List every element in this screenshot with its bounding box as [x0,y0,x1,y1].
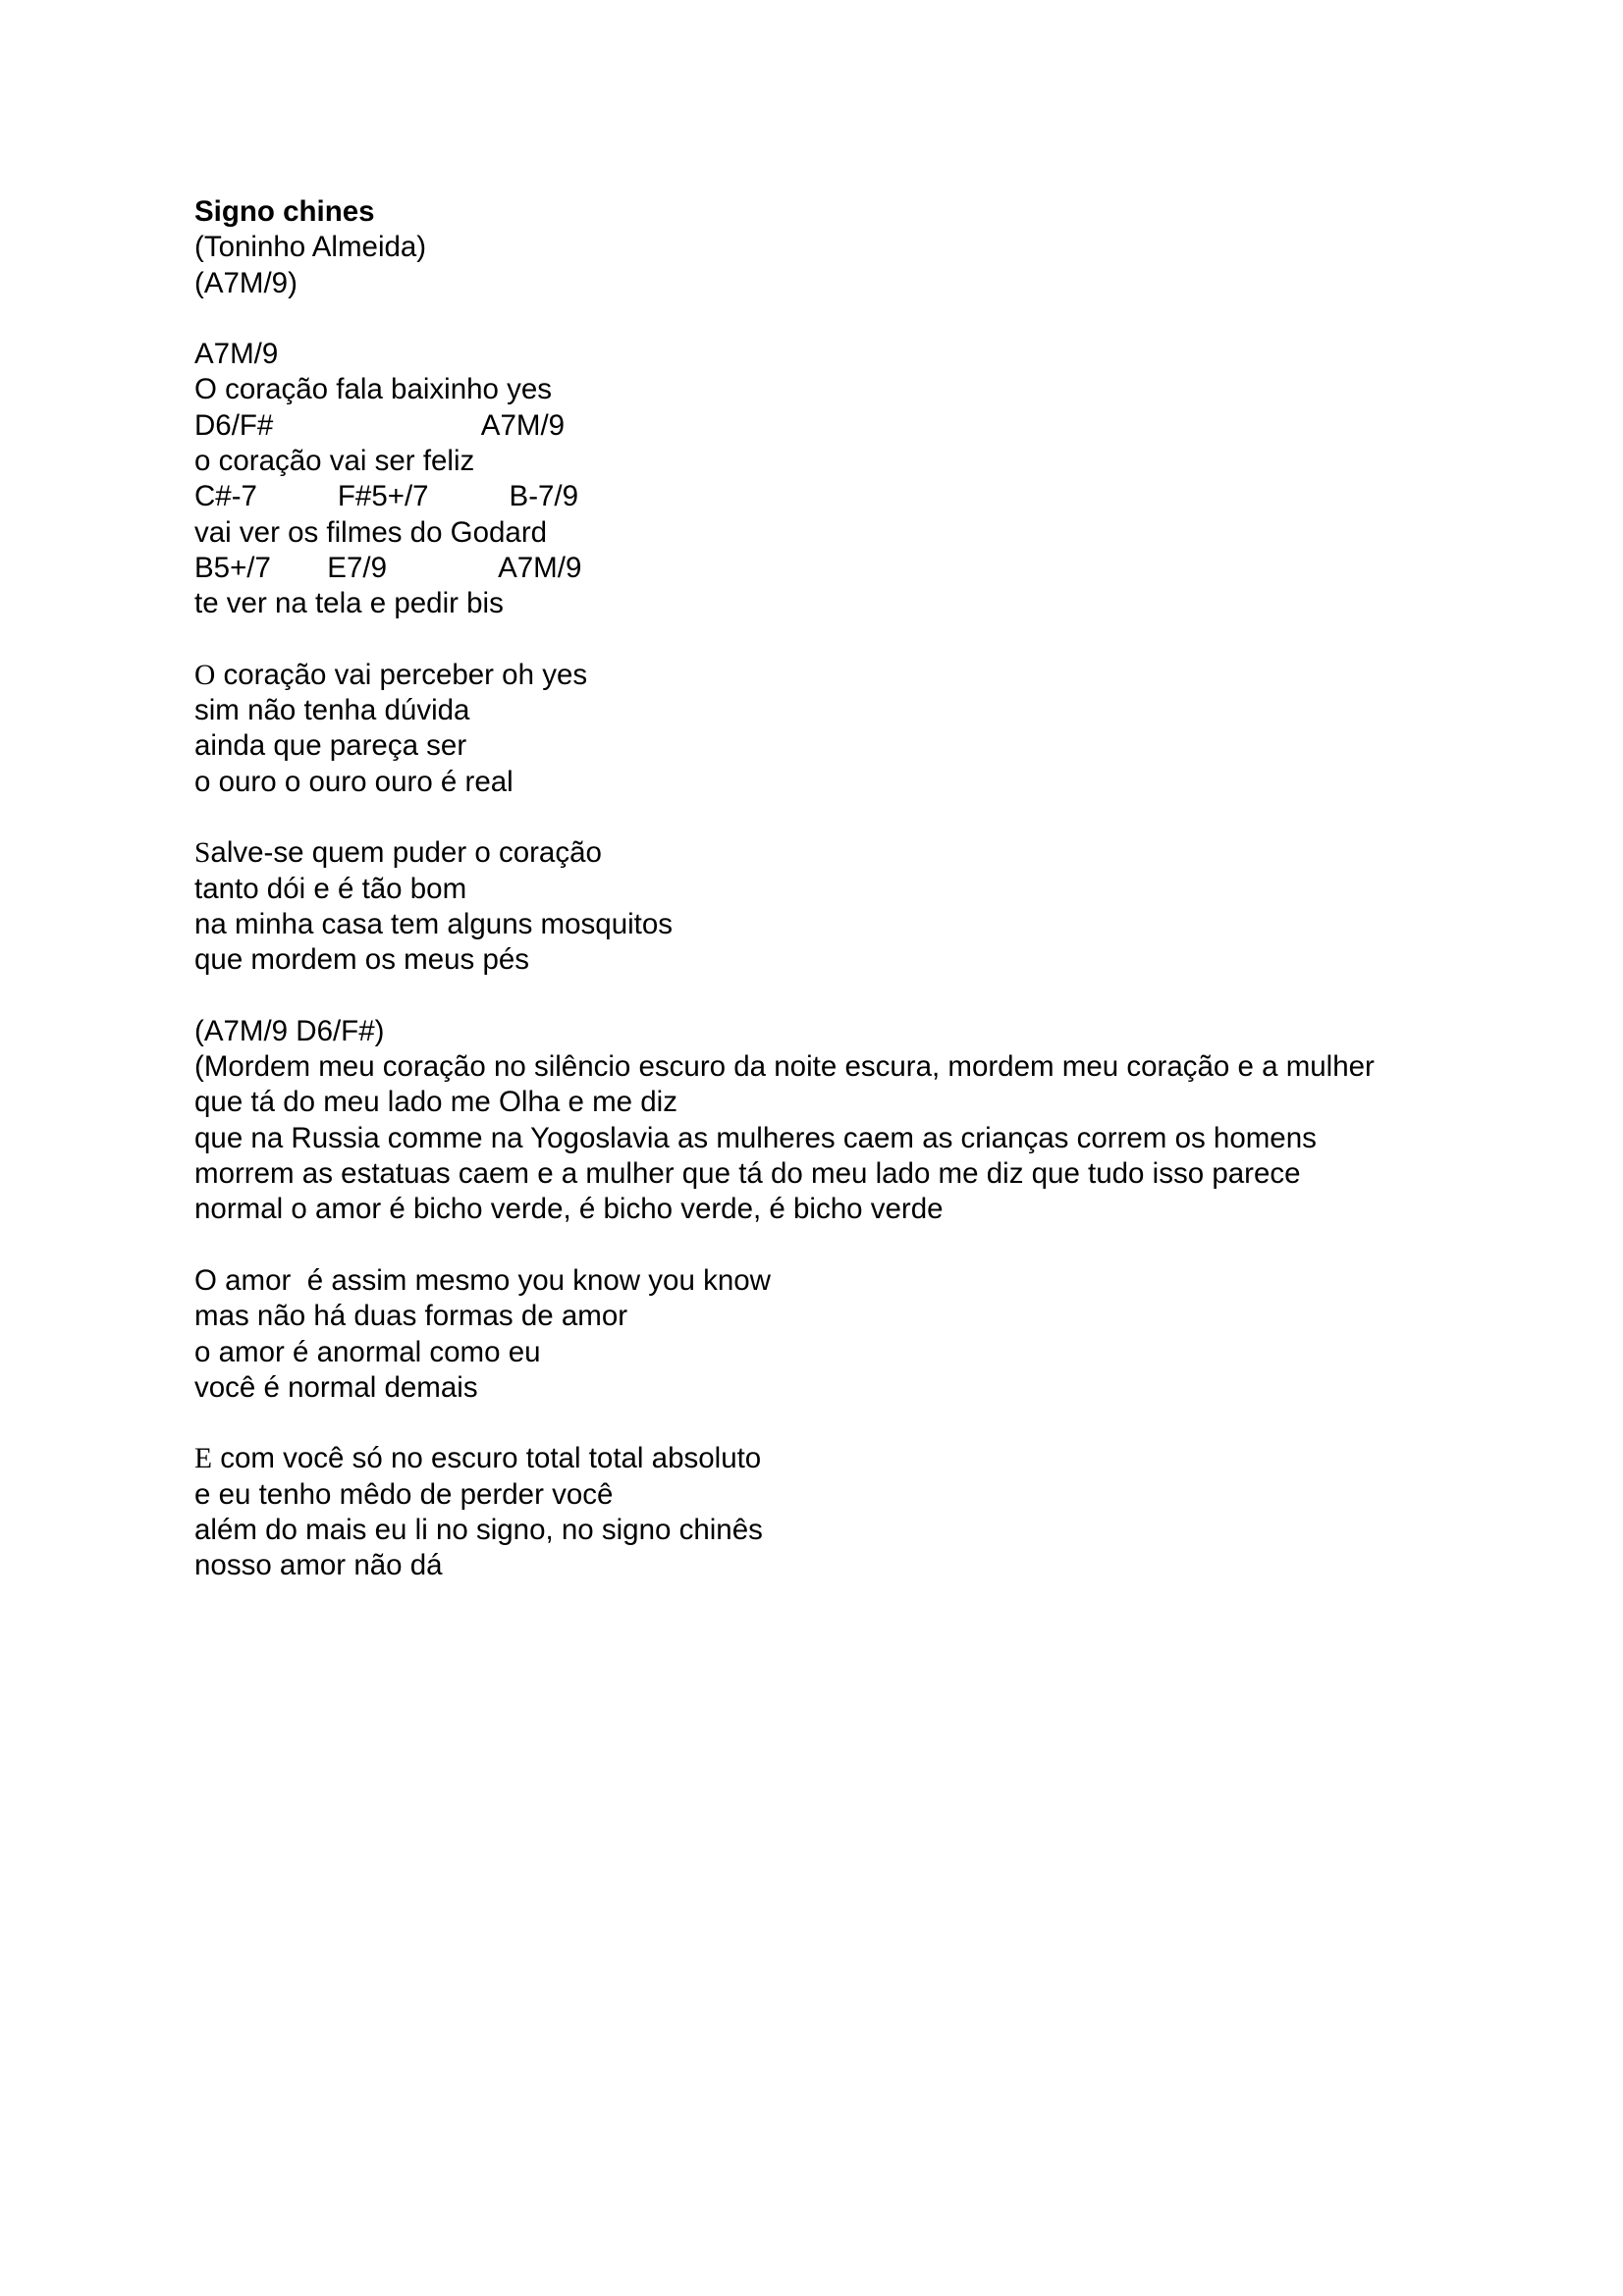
lyric-line [194,658,1530,693]
drop-initial: E [194,1443,213,1475]
lyric-line: nosso amor não dá [194,1549,443,1582]
lyric-text: com você só no escuro total total absoluto [212,1442,762,1475]
lyric-line: o coração vai ser feliz [194,445,475,478]
verse-1 [194,337,1530,621]
lyric-line: na minha casa tem alguns mosquitos [194,907,674,940]
song-composer: (Toninho Almeida) [194,231,427,264]
stanza-spacer [194,1228,1530,1263]
lyric-line: morrem as estatuas caem e a mulher que tá do meu lado me diz que tudo isso parece [194,1157,1301,1191]
stanza-spacer [194,301,1530,337]
lyric-line: O amor é assim mesmo you know you know [194,1263,771,1297]
lyric-line: (Mordem meu coração no silêncio escuro da noite escura, mordem meu coração e a mulher [194,1050,1375,1084]
stanza-spacer [194,979,1530,1014]
lyric-text: coração vai perceber oh yes [215,658,588,691]
lyric-line: e eu tenho mêdo de perder você [194,1477,614,1511]
stanza-spacer [194,622,1530,658]
lyric-line: que mordem os meus pés [194,943,530,977]
lyric-line: além do mais eu li no signo, no signo chinês [194,1513,763,1546]
stanza-spacer [194,800,1530,835]
spoken-section [194,1014,1530,1228]
lyric-line: o amor é anormal como eu [194,1335,541,1368]
drop-initial: O [194,659,216,691]
lyric-line: te ver na tela e pedir bis [194,587,504,620]
chord-line: C#-7 F#5+/7 B-7/9 [194,480,579,513]
stanza-spacer [194,1406,1530,1441]
lyric-line: você é normal demais [194,1370,478,1404]
verse-4 [194,1263,1530,1406]
lyric-line [194,835,1530,871]
lyric-line: sim não tenha dúvida [194,694,470,727]
lyrics-sheet [194,194,1530,1584]
lyric-line: mas não há duas formas de amor [194,1300,628,1333]
lyric-line: ainda que pareça ser [194,729,467,763]
drop-initial: S [194,837,211,870]
lyric-line [194,1441,1530,1476]
verse-2 [194,658,1530,800]
lyric-line: que tá do meu lado me Olha e me diz [194,1086,677,1119]
lyric-text: alve-se quem puder o coração [210,836,602,870]
chord-line: A7M/9 [194,338,279,371]
chord-line: (A7M/9 D6/F#) [194,1014,385,1047]
lyric-line: o ouro o ouro ouro é real [194,765,514,798]
lyric-line: O coração fala baixinho yes [194,373,553,406]
lyric-line: vai ver os filmes do Godard [194,515,548,549]
verse-5 [194,1441,1530,1583]
chord-line: B5+/7 E7/9 A7M/9 [194,551,582,584]
song-key: (A7M/9) [194,266,298,299]
chord-line: D6/F# A7M/9 [194,408,566,442]
lyric-line: que na Russia comme na Yogoslavia as mulheres caem as crianças correm os homens [194,1121,1317,1154]
lyric-line: tanto dói e é tão bom [194,872,467,905]
song-title: Signo chines [194,195,375,228]
lyric-line: normal o amor é bicho verde, é bicho verde, é bicho verde [194,1193,944,1226]
verse-3 [194,835,1530,978]
